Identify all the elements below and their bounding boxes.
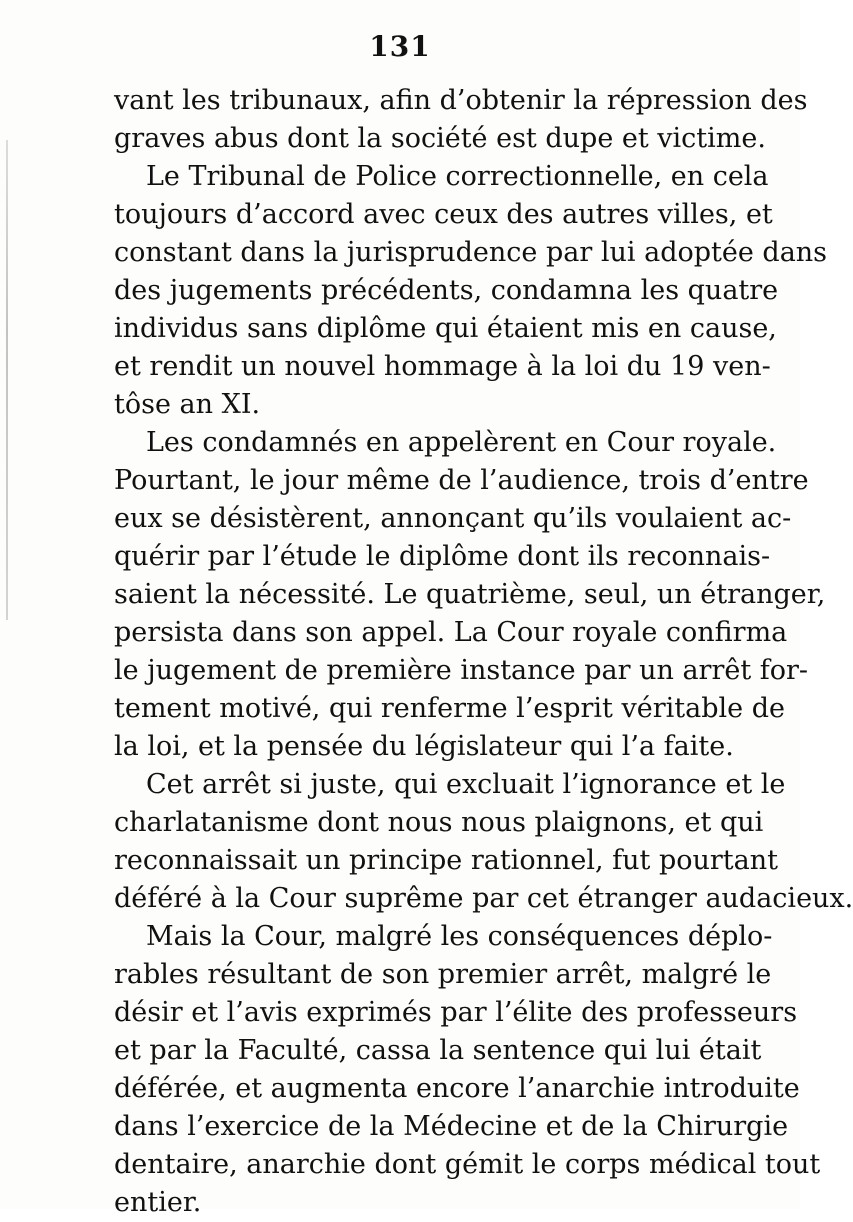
page-number: 131 xyxy=(369,30,431,63)
text-line: dans l’exercice de la Médecine et de la Chirurgie xyxy=(114,1111,789,1142)
text-line: quérir par l’étude le diplôme dont ils reconnais- xyxy=(114,541,771,572)
text-line: Le Tribunal de Police correctionnelle, en cela xyxy=(146,161,769,192)
text-line: dentaire, anarchie dont gémit le corps médical tout xyxy=(114,1149,821,1180)
text-line: Les condamnés en appelèrent en Cour royale. xyxy=(146,427,777,458)
text-line: la loi, et la pensée du législateur qui l’a faite. xyxy=(114,731,734,762)
text-line: entier. xyxy=(114,1187,202,1218)
text-line: le jugement de première instance par un arrêt for- xyxy=(114,655,809,686)
text-line: charlatanisme dont nous nous plaignons, et qui xyxy=(114,807,764,838)
text-line: Mais la Cour, malgré les conséquences déplo- xyxy=(146,921,773,952)
text-line: et rendit un nouvel hommage à la loi du 19 ven- xyxy=(114,351,771,382)
text-line: déférée, et augmenta encore l’anarchie introduite xyxy=(114,1073,800,1104)
text-line: persista dans son appel. La Cour royale confirma xyxy=(114,617,788,648)
page-edge-shadow xyxy=(6,140,8,620)
text-line: reconnaissait un principe rationnel, fut pourtant xyxy=(114,845,778,876)
text-line: eux se désistèrent, annonçant qu’ils voulaient ac- xyxy=(114,503,792,534)
text-line: rables résultant de son premier arrêt, malgré le xyxy=(114,959,772,990)
text-line: toujours d’accord avec ceux des autres villes, et xyxy=(114,199,773,230)
text-line: désir et l’avis exprimés par l’élite des professeurs xyxy=(114,997,798,1028)
text-line: saient la nécessité. Le quatrième, seul, un étranger, xyxy=(114,579,826,610)
text-line: tôse an XI. xyxy=(114,389,261,420)
text-line: tement motivé, qui renferme l’esprit véritable de xyxy=(114,693,785,724)
text-line: Pourtant, le jour même de l’audience, trois d’entre xyxy=(114,465,809,496)
text-line: vant les tribunaux, afin d’obtenir la répression des xyxy=(114,85,808,116)
text-line: graves abus dont la société est dupe et victime. xyxy=(114,123,766,154)
text-line: des jugements précédents, condamna les quatre xyxy=(114,275,779,306)
text-line: déféré à la Cour suprême par cet étranger audacieux. xyxy=(114,883,853,914)
text-line: et par la Faculté, cassa la sentence qui lui était xyxy=(114,1035,762,1066)
text-line: Cet arrêt si juste, qui excluait l’ignorance et le xyxy=(146,769,786,800)
text-line: individus sans diplôme qui étaient mis en cause, xyxy=(114,313,777,344)
body-text xyxy=(114,82,853,1222)
text-line: constant dans la jurisprudence par lui adoptée dans xyxy=(114,237,828,268)
